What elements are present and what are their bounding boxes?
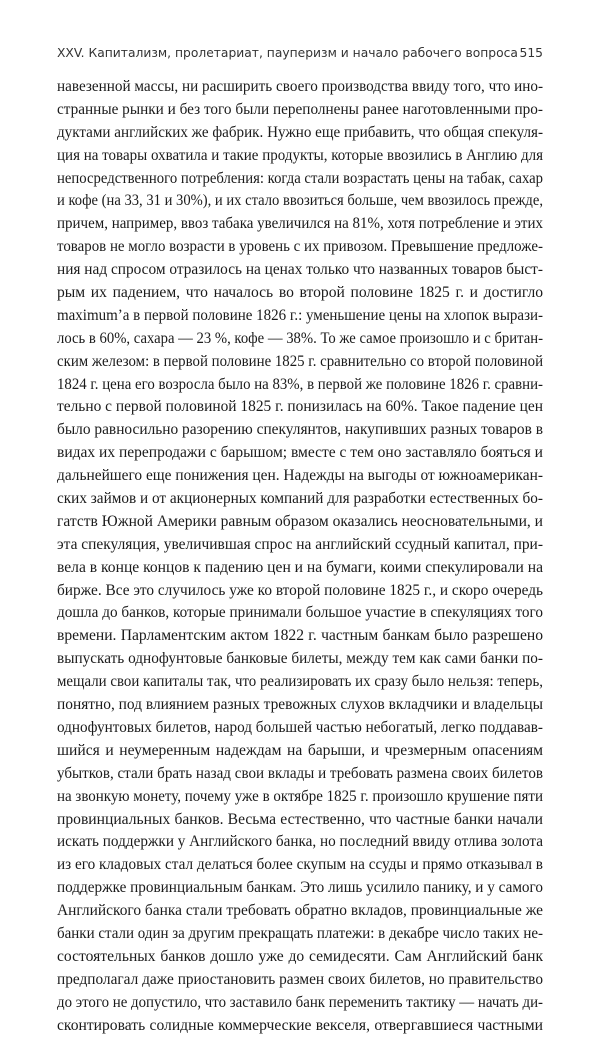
text-line: вела в конце концов к падению цен и на бумаги, коими спекулировали на xyxy=(57,558,543,576)
text-line: состоятельных банков дошло уже до семидесяти. Сам Английский банк xyxy=(57,947,543,965)
text-line: на звонкую монету, почему уже в октябре 1825 г. произошло крушение пяти xyxy=(57,787,543,805)
text-line: товаров не могло возрасти в уровень с их привозом. Превышение предложе- xyxy=(57,238,543,256)
text-line: провинциальных банков. Весьма естественно, что частные банки начали xyxy=(57,810,543,828)
text-line: тельно с первой половиной 1825 г. понизилась на 60%. Такое падение цен xyxy=(57,398,543,416)
running-header xyxy=(57,38,543,68)
text-line: банки стали один за другим прекращать платежи: в декабре число таких не- xyxy=(57,924,543,942)
text-line: бирже. Все это случилось уже ко второй половине 1825 г., и скоро очередь xyxy=(57,581,543,599)
text-line: убытков, стали брать назад свои вклады и требовать размена своих билетов xyxy=(57,764,543,782)
text-line: сконтировать солидные коммерческие векселя, отвергавшиеся частными xyxy=(57,1016,543,1034)
text-line: Английского банка стали требовать обратно вкладов, провинциальные же xyxy=(57,902,543,920)
text-line: дошла до банков, которые принимали большое участие в спекуляциях того xyxy=(57,604,543,622)
text-line: дальнейшего еще понижения цен. Надежды на выгоды от южноамерикан- xyxy=(57,467,543,485)
text-line: ских займов и от акционерных компаний для разработки естественных бо- xyxy=(57,490,543,508)
text-line: гатств Южной Америки равным образом оказались неосновательными, и xyxy=(57,512,543,530)
text-line: дуктами английских же фабрик. Нужно еще прибавить, что общая спекуля- xyxy=(57,123,543,141)
chapter-title: XXV. Капитализм, пролетариат, пауперизм и начало рабочего вопроса xyxy=(57,46,518,60)
text-line: эта спекуляция, увеличившая спрос на английский ссудный капитал, при- xyxy=(57,535,543,553)
text-line: до этого не допустило, что заставило банк переменить тактику — начать ди- xyxy=(57,993,543,1011)
text-line: и кофе (на 33, 31 и 30%), и их стало ввозиться больше, чем ввозилось прежде, xyxy=(57,192,543,210)
text-line: времени. Парламентским актом 1822 г. частным банкам было разрешено xyxy=(57,627,543,645)
text-line: странные рынки и без того были переполнены ранее наготовленными про- xyxy=(57,100,543,118)
text-line: мещали свои капиталы так, что реализировать их сразу было нельзя: теперь, xyxy=(57,673,543,691)
page-number: 515 xyxy=(519,46,543,60)
text-line: лось в 60%, сахара — 23 %, кофе — 38%. То же самое произошло и с британ- xyxy=(57,329,543,347)
body-text xyxy=(57,76,543,1037)
text-line: было равносильно разорению спекулянтов, накупивших разных товаров в xyxy=(57,421,543,439)
text-line: ция на товары охватила и такие продукты, которые ввозились в Англию для xyxy=(57,146,543,164)
text-line: рым их падением, что началось во второй половине 1825 г. и достигло xyxy=(57,284,543,302)
text-line: понятно, под влиянием разных тревожных слухов вкладчики и владельцы xyxy=(57,696,543,714)
text-line: шийся и неумеренным надеждам на барыши, и чрезмерным опасениям xyxy=(57,741,543,759)
text-line: ния над спросом отразилось на ценах только что названных товаров быст- xyxy=(57,261,543,279)
text-line: причем, например, ввоз табака увеличился на 81%, хотя потребление и этих xyxy=(57,215,543,233)
text-line: поддержке провинциальным банкам. Это лишь усилило панику, и у самого xyxy=(57,879,543,897)
text-line: выпускать однофунтовые банковые билеты, между тем как сами банки по- xyxy=(57,650,543,668)
text-line: ским железом: в первой половине 1825 г. сравнительно со второй половиной xyxy=(57,352,543,370)
text-line: предполагал даже приостановить размен своих билетов, но правительство xyxy=(57,970,543,988)
text-line: из его кладовых стал делаться более скупым на ссуды и прямо отказывал в xyxy=(57,856,543,874)
text-line: навезенной массы, ни расширить своего производства ввиду того, что ино- xyxy=(57,78,543,95)
text-line: видах их перепродажи с барышом; вместе с тем оно заставляло бояться и xyxy=(57,444,543,462)
text-line: однофунтовых билетов, народ большей частью небогатый, легко поддавав- xyxy=(57,718,543,736)
text-line: 1824 г. цена его возросла было на 83%, в первой же половине 1826 г. сравни- xyxy=(57,375,543,393)
text-line: искать поддержки у Английского банка, но последний ввиду отлива золота xyxy=(57,833,543,851)
text-line: непосредственного потребления: когда стали возрастать цены на табак, сахар xyxy=(57,169,543,187)
text-line: maximum’a в первой половине 1826 г.: уменьшение цены на хлопок вырази- xyxy=(57,306,543,324)
